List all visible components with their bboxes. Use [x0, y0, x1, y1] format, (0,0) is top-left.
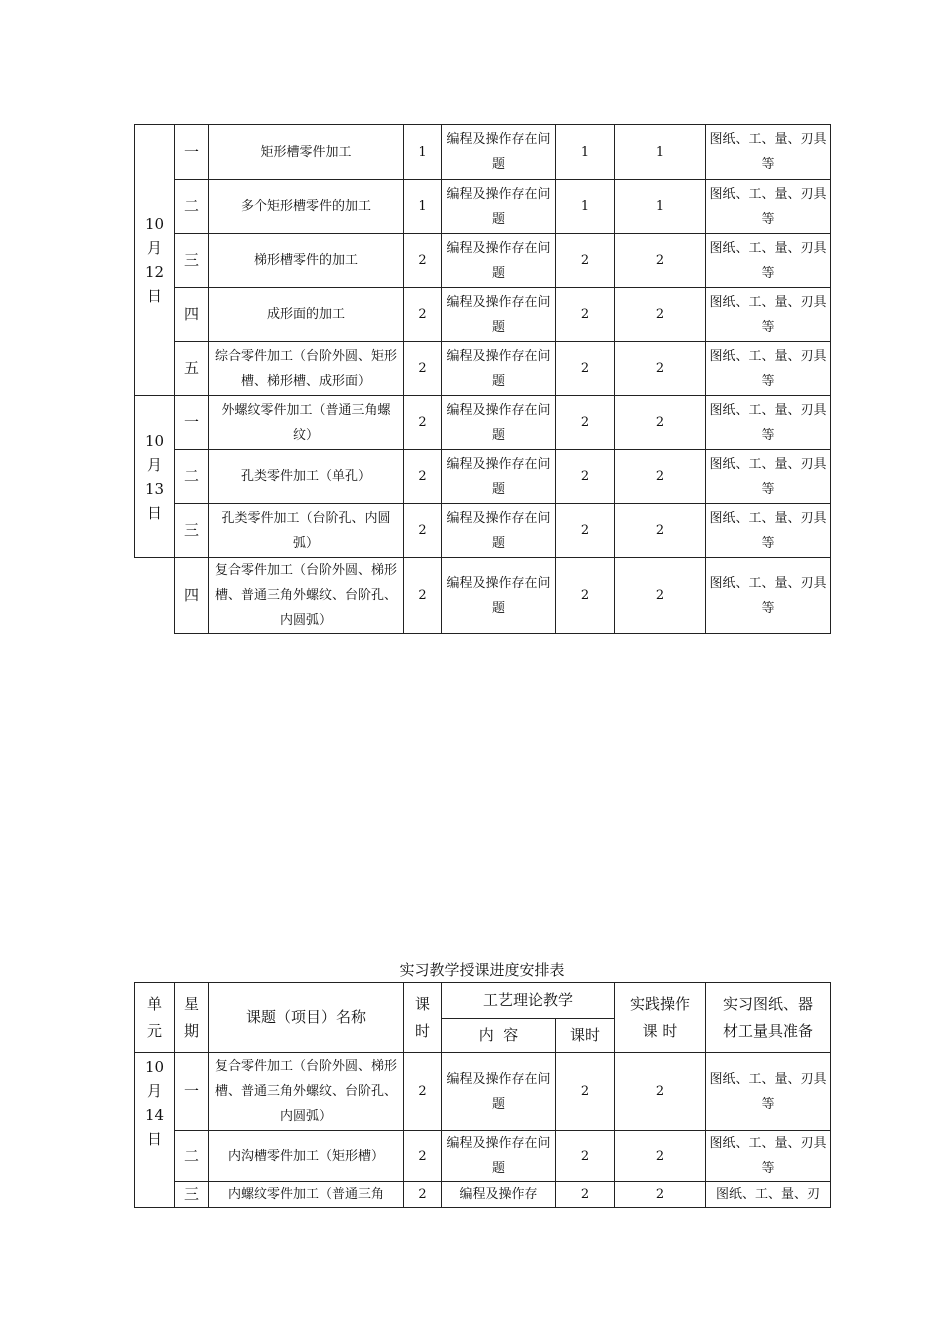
- content-cell: 编程及操作存在问题: [442, 288, 556, 342]
- table-row: [135, 125, 831, 180]
- unit-month-char: 月: [146, 1082, 162, 1100]
- theory-hours-cell: 2: [556, 342, 615, 396]
- theory-hours-cell: 1: [556, 125, 615, 180]
- topic-cell: 梯形槽零件的加工: [209, 234, 404, 288]
- header-hours-a: 课: [414, 994, 430, 1013]
- header-unit-a: 单: [146, 994, 162, 1013]
- hours-cell: 2: [404, 342, 442, 396]
- prep-cell: 图纸、工、量、刃具等: [706, 558, 831, 634]
- header-weekday-b: 期: [183, 1021, 199, 1040]
- header-prep: [706, 983, 831, 1053]
- table-row: [135, 342, 831, 396]
- hours-cell: 2: [404, 288, 442, 342]
- content-cell: 编程及操作存在问题: [442, 1053, 556, 1131]
- weekday-cell: 一: [175, 396, 209, 450]
- header-content: 内 容: [442, 1019, 556, 1053]
- theory-hours-cell: 1: [556, 180, 615, 234]
- schedule-table-2: [134, 982, 831, 1208]
- hours-cell: 1: [404, 180, 442, 234]
- topic-cell: 孔类零件加工（台阶孔、内圆弧）: [209, 504, 404, 558]
- prep-cell: 图纸、工、量、刃具等: [706, 180, 831, 234]
- prep-cell: 图纸、工、量、刃具等: [706, 396, 831, 450]
- content-cell: 编程及操作存: [442, 1182, 556, 1208]
- unit-cell: [135, 396, 175, 558]
- topic-cell: 内沟槽零件加工（矩形槽）: [209, 1131, 404, 1182]
- weekday-cell: 三: [175, 234, 209, 288]
- schedule-title: 实习教学授课进度安排表: [399, 961, 565, 979]
- content-cell: 编程及操作存在问题: [442, 180, 556, 234]
- practice-hours-cell: 1: [615, 180, 706, 234]
- topic-cell: 成形面的加工: [209, 288, 404, 342]
- weekday-cell: 四: [175, 288, 209, 342]
- prep-cell: 图纸、工、量、刃具等: [706, 125, 831, 180]
- theory-hours-cell: 2: [556, 558, 615, 634]
- prep-cell: 图纸、工、量、刃具等: [706, 504, 831, 558]
- prep-cell: 图纸、工、量、刃具等: [706, 234, 831, 288]
- theory-hours-cell: 2: [556, 1131, 615, 1182]
- hours-cell: 2: [404, 504, 442, 558]
- unit-date: 12: [144, 263, 165, 281]
- unit-month: 10: [144, 215, 165, 233]
- table-row: [135, 558, 831, 634]
- theory-hours-cell: 2: [556, 396, 615, 450]
- practice-hours-cell: 2: [615, 1182, 706, 1208]
- header-practice: [615, 983, 706, 1053]
- content-cell: 编程及操作存在问题: [442, 125, 556, 180]
- header-unit-b: 元: [146, 1021, 162, 1040]
- header-weekday: [175, 983, 209, 1053]
- hours-cell: 2: [404, 1131, 442, 1182]
- weekday-cell: 二: [175, 1131, 209, 1182]
- header-hours: [404, 983, 442, 1053]
- practice-hours-cell: 2: [615, 1131, 706, 1182]
- hours-cell: 2: [404, 1182, 442, 1208]
- theory-hours-cell: 2: [556, 1053, 615, 1131]
- content-cell: 编程及操作存在问题: [442, 504, 556, 558]
- content-cell: 编程及操作存在问题: [442, 1131, 556, 1182]
- prep-cell: 图纸、工、量、刃具等: [706, 450, 831, 504]
- weekday-cell: 一: [175, 1053, 209, 1131]
- table-row: [135, 288, 831, 342]
- prep-cell: 图纸、工、量、刃具等: [706, 1131, 831, 1182]
- theory-hours-cell: 2: [556, 504, 615, 558]
- content-cell: 编程及操作存在问题: [442, 450, 556, 504]
- unit-month-char: 月: [146, 239, 162, 257]
- hours-cell: 2: [404, 234, 442, 288]
- content-cell: 编程及操作存在问题: [442, 396, 556, 450]
- unit-cell: [135, 1053, 175, 1208]
- table-row: [135, 1053, 831, 1131]
- practice-hours-cell: 2: [615, 234, 706, 288]
- topic-cell: 外螺纹零件加工（普通三角螺纹）: [209, 396, 404, 450]
- header-hours-b: 时: [414, 1021, 430, 1040]
- theory-hours-cell: 2: [556, 450, 615, 504]
- header-theory-hours: 课时: [556, 1019, 615, 1053]
- table-row: [135, 1182, 831, 1208]
- weekday-cell: 二: [175, 180, 209, 234]
- table-row: [135, 180, 831, 234]
- table-row: [135, 1131, 831, 1182]
- topic-cell: 综合零件加工（台阶外圆、矩形槽、梯形槽、成形面）: [209, 342, 404, 396]
- theory-hours-cell: 2: [556, 288, 615, 342]
- header-prep-a: 实习图纸、器: [723, 994, 814, 1013]
- weekday-cell: 三: [175, 1182, 209, 1208]
- unit-day-char: 日: [146, 287, 162, 305]
- header-practice-a: 实践操作: [630, 994, 691, 1013]
- hours-cell: 2: [404, 1053, 442, 1131]
- theory-hours-cell: 2: [556, 234, 615, 288]
- topic-cell: 复合零件加工（台阶外圆、梯形槽、普通三角外螺纹、台阶孔、内圆弧）: [209, 1053, 404, 1131]
- prep-cell: 图纸、工、量、刃具等: [706, 1053, 831, 1131]
- table-row: [135, 396, 831, 450]
- weekday-cell: 一: [175, 125, 209, 180]
- unit-day-char: 日: [146, 503, 162, 522]
- practice-hours-cell: 2: [615, 558, 706, 634]
- unit-month-char: 月: [146, 455, 162, 474]
- header-prep-b: 材工量具准备: [723, 1021, 814, 1040]
- schedule-table-1: [134, 124, 831, 634]
- topic-cell: 矩形槽零件加工: [209, 125, 404, 180]
- prep-cell: 图纸、工、量、刃: [706, 1182, 831, 1208]
- topic-cell: 复合零件加工（台阶外圆、梯形槽、普通三角外螺纹、台阶孔、内圆弧）: [209, 558, 404, 634]
- theory-hours-cell: 2: [556, 1182, 615, 1208]
- hours-cell: 2: [404, 450, 442, 504]
- practice-hours-cell: 2: [615, 288, 706, 342]
- weekday-cell: 三: [175, 504, 209, 558]
- content-cell: 编程及操作存在问题: [442, 234, 556, 288]
- content-cell: 编程及操作存在问题: [442, 558, 556, 634]
- weekday-cell: 二: [175, 450, 209, 504]
- unit-month: 10: [144, 431, 165, 450]
- header-topic: 课题（项目）名称: [209, 983, 404, 1053]
- prep-cell: 图纸、工、量、刃具等: [706, 288, 831, 342]
- unit-cell: [135, 125, 175, 396]
- unit-day-char: 日: [146, 1130, 162, 1148]
- practice-hours-cell: 2: [615, 396, 706, 450]
- unit-date: 14: [144, 1106, 165, 1124]
- hours-cell: 1: [404, 125, 442, 180]
- unit-month: 10: [144, 1058, 165, 1076]
- empty-unit-cell: [135, 558, 175, 634]
- weekday-cell: 五: [175, 342, 209, 396]
- hours-cell: 2: [404, 396, 442, 450]
- practice-hours-cell: 2: [615, 504, 706, 558]
- header-weekday-a: 星: [183, 994, 199, 1013]
- topic-cell: 内螺纹零件加工（普通三角: [209, 1182, 404, 1208]
- prep-cell: 图纸、工、量、刃具等: [706, 342, 831, 396]
- hours-cell: 2: [404, 558, 442, 634]
- topic-cell: 孔类零件加工（单孔）: [209, 450, 404, 504]
- practice-hours-cell: 2: [615, 1053, 706, 1131]
- practice-hours-cell: 1: [615, 125, 706, 180]
- topic-cell: 多个矩形槽零件的加工: [209, 180, 404, 234]
- content-cell: 编程及操作存在问题: [442, 342, 556, 396]
- practice-hours-cell: 2: [615, 342, 706, 396]
- table-row: [135, 504, 831, 558]
- header-theory: 工艺理论教学: [442, 983, 615, 1019]
- unit-date: 13: [144, 479, 165, 498]
- table-row: [135, 450, 831, 504]
- header-unit: [135, 983, 175, 1053]
- header-practice-b: 课 时: [642, 1021, 678, 1040]
- weekday-cell: 四: [175, 558, 209, 634]
- header-row: [135, 983, 831, 1019]
- practice-hours-cell: 2: [615, 450, 706, 504]
- table-row: [135, 234, 831, 288]
